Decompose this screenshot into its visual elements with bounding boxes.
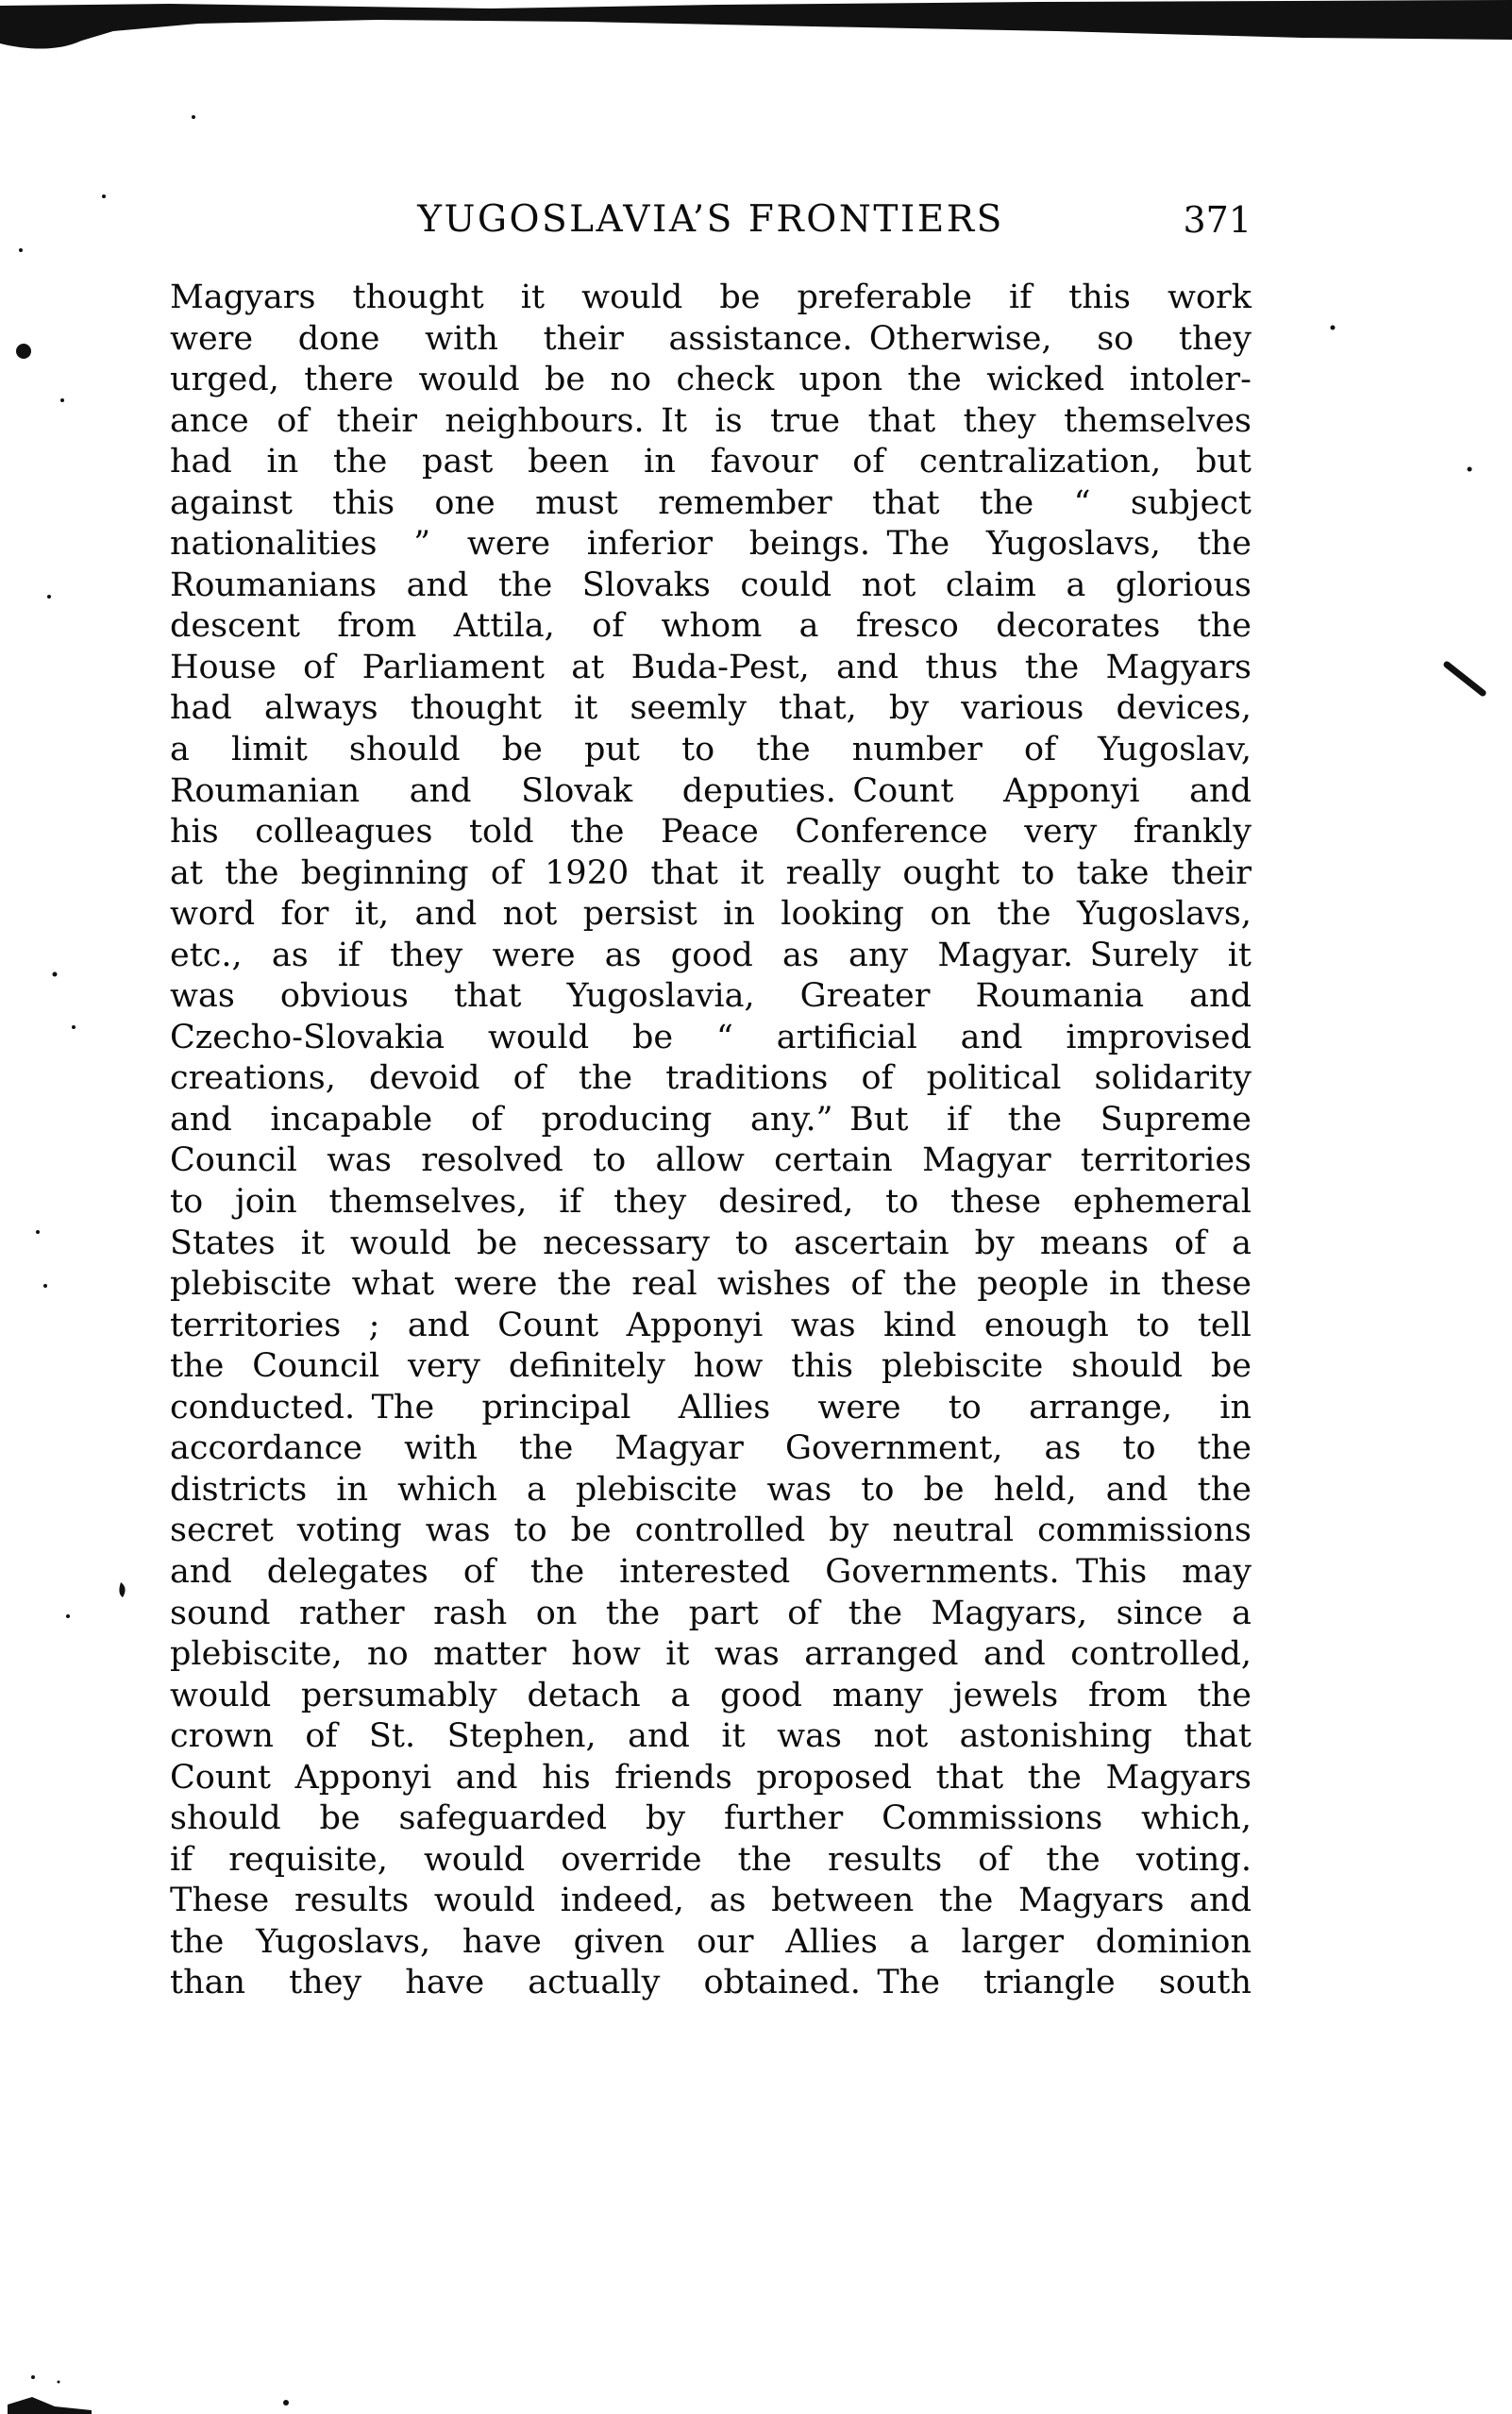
text-line: to join themselves, if they desired, to these ephemeral [170, 1183, 1252, 1222]
text-line: would persumably detach a good many jewels from the [170, 1676, 1252, 1714]
text-line: at the beginning of 1920 that it really ought to take their [170, 853, 1252, 892]
text-line: were done with their assistance. Otherwise, so they [170, 319, 1252, 358]
scan-edge-artifact-bottom [8, 2397, 92, 2414]
text-line: accordance with the Magyar Government, as to the [170, 1429, 1252, 1468]
text-line: plebiscite what were the real wishes of the people in these [170, 1265, 1252, 1304]
text-line: States it would be necessary to ascertain by means of a [170, 1224, 1252, 1262]
text-line: descent from Attila, of whom a fresco decorates the [170, 607, 1252, 646]
text-line: and delegates of the interested Governments. This may [170, 1552, 1252, 1591]
text-line: conducted. The principal Allies were to arrange, in [170, 1388, 1252, 1426]
text-line: and incapable of producing any.” But if the Supreme [170, 1100, 1252, 1139]
text-line: had in the past been in favour of centralization, but [170, 443, 1252, 481]
text-line: etc., as if they were as good as any Magyar. Surely it [170, 936, 1252, 974]
text-line: against this one must remember that the “ subject [170, 483, 1252, 522]
text-line: House of Parliament at Buda-Pest, and thus the Magyars [170, 648, 1252, 686]
text-line: than they have actually obtained. The triangle south [170, 1964, 1252, 2002]
text-line: the Council very definitely how this plebiscite should be [170, 1347, 1252, 1386]
text-line: sound rather rash on the part of the Magyars, since a [170, 1594, 1252, 1632]
text-line: These results would indeed, as between the Magyars and [170, 1882, 1252, 1920]
running-title: YUGOSLAVIA’S FRONTIERS [417, 198, 1004, 241]
text-line: Count Apponyi and his friends proposed that the Magyars [170, 1758, 1252, 1797]
text-line: ance of their neighbours. It is true that they themselves [170, 401, 1252, 440]
body-text [170, 278, 1252, 2004]
text-line: districts in which a plebiscite was to be held, and the [170, 1470, 1252, 1509]
text-line: his colleagues told the Peace Conference very frankly [170, 813, 1252, 852]
text-line: secret voting was to be controlled by neutral commissions [170, 1511, 1252, 1550]
text-line: if requisite, would override the results of the voting. [170, 1840, 1252, 1879]
text-line: had always thought it seemly that, by various devices, [170, 689, 1252, 728]
page-header [170, 198, 1252, 245]
text-line: word for it, and not persist in looking on the Yugoslavs, [170, 895, 1252, 934]
text-line: was obvious that Yugoslavia, Greater Roumania and [170, 977, 1252, 1016]
text-line: crown of St. Stephen, and it was not astonishing that [170, 1717, 1252, 1756]
text-line: urged, there would be no check upon the wicked intoler- [170, 361, 1252, 399]
margin-ink-dot [16, 344, 31, 359]
scan-corner-blob [0, 8, 90, 49]
text-line: Roumanian and Slovak deputies. Count Apponyi and [170, 771, 1252, 810]
text-line: a limit should be put to the number of Yugoslav, [170, 731, 1252, 769]
text-line: plebiscite, no matter how it was arranged and controlled, [170, 1635, 1252, 1674]
pen-mark [1447, 665, 1483, 693]
text-line: should be safeguarded by further Commissions which, [170, 1799, 1252, 1838]
text-line: Czecho-Slovakia would be “ artificial and improvised [170, 1018, 1252, 1056]
text-line: Council was resolved to allow certain Magyar territories [170, 1141, 1252, 1180]
page-number: 371 [1183, 199, 1252, 241]
scan-edge-artifact-top [0, 0, 1512, 45]
text-line: nationalities ” were inferior beings. The Yugoslavs, the [170, 525, 1252, 564]
text-line: creations, devoid of the traditions of political solidarity [170, 1059, 1252, 1098]
text-line: the Yugoslavs, have given our Allies a larger dominion [170, 1922, 1252, 1961]
text-line: territories ; and Count Apponyi was kind enough to tell [170, 1306, 1252, 1344]
text-line: Magyars thought it would be preferable if this work [170, 279, 1252, 316]
text-line: Roumanians and the Slovaks could not claim a glorious [170, 566, 1252, 604]
